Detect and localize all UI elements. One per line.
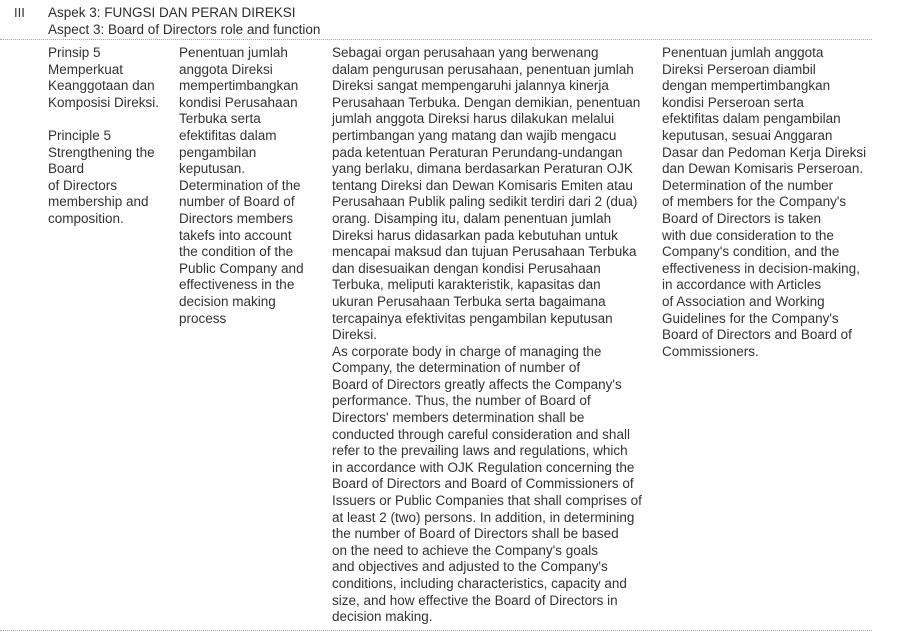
explanation-line: dalam pengurusan perusahaan, penentuan jumlah — [332, 61, 634, 77]
recommendation-line: pengambilan — [179, 144, 257, 160]
explanation-line: Board of Directors greatly affects the Company's — [332, 376, 622, 392]
implementation-line: kondisi Perseroan serta — [662, 94, 804, 110]
implementation-line: Commissioners. — [662, 343, 759, 359]
implementation-line: Board of Directors is taken — [662, 210, 822, 226]
explanation-line: Issuers or Public Companies that shall comprises of — [332, 493, 642, 509]
section-number: III — [14, 5, 25, 20]
recommendation-line: anggota Direksi — [179, 61, 273, 77]
implementation-line: effectiveness in decision-making, — [662, 260, 860, 276]
implementation-line: Direksi Perseroan diambil — [662, 61, 816, 77]
explanation-line: jumlah anggota Direksi harus dilakukan melalui — [332, 111, 615, 127]
implementation-line: dan Dewan Komisaris Perseroan. — [662, 161, 864, 177]
explanation-line: size, and how effective the Board of Directors in — [332, 592, 618, 608]
principle-line: membership and — [48, 194, 149, 210]
explanation-line: mencapai maksud dan tujuan Perusahaan Terbuka — [332, 244, 637, 260]
implementation-line: keputusan, sesuai Anggaran — [662, 127, 833, 143]
principle-line: Komposisi Direksi. — [48, 94, 160, 110]
explanation-line: decision making. — [332, 609, 433, 625]
paragraph-gap — [48, 111, 159, 128]
recommendation-line: Public Company and — [179, 260, 304, 276]
implementation-line: Guidelines for the Company's — [662, 310, 839, 326]
principle-line: Keanggotaan dan — [48, 78, 155, 94]
explanation-line: and objectives and adjusted to the Company's — [332, 559, 608, 575]
explanation-line: Direksi harus didasarkan pada kebutuhan untuk — [332, 227, 618, 243]
recommendation-line: efektifitas dalam — [179, 127, 277, 143]
recommendation-line: Directors members — [179, 210, 294, 226]
explanation-line: at least 2 (two) persons. In addition, in determining — [332, 509, 635, 525]
explanation-line: orang. Disamping itu, dalam penentuan jumlah — [332, 210, 612, 226]
implementation-line: of members for the Company's — [662, 194, 847, 210]
recommendation-column — [179, 45, 304, 327]
explanation-line: dan disesuaikan dengan kondisi Perusahaan — [332, 260, 601, 276]
explanation-line: Board of Directors and Board of Commissioners of — [332, 476, 634, 492]
explanation-column — [332, 45, 642, 626]
explanation-line: pada ketentuan Peraturan Perundang-undangan — [332, 144, 623, 160]
recommendation-line: Penentuan jumlah — [179, 45, 288, 60]
explanation-line: yang berlaku, dimana berdasarkan Peraturan OJK — [332, 161, 633, 177]
recommendation-line: mempertimbangkan — [179, 78, 299, 94]
section-heading — [48, 4, 320, 38]
implementation-line: Penentuan jumlah anggota — [662, 45, 824, 60]
implementation-column — [662, 45, 866, 360]
explanation-line: conditions, including characteristics, capacity and — [332, 576, 627, 591]
principle-line: composition. — [48, 210, 124, 226]
principle-line: Strengthening the — [48, 144, 155, 160]
principle-english — [48, 128, 159, 228]
recommendation-line: number of Board of — [179, 194, 295, 210]
recommendation-line: keputusan. — [179, 161, 246, 177]
recommendation-line: decision making — [179, 293, 276, 309]
explanation-line: performance. Thus, the number of Board of — [332, 393, 591, 409]
principle-indonesian — [48, 45, 159, 111]
implementation-line: Company's condition, and the — [662, 244, 840, 260]
explanation-line: refer to the prevailing laws and regulations, which — [332, 443, 628, 459]
implementation-line: dengan mempertimbangkan — [662, 78, 831, 94]
recommendation-line: takefs into account — [179, 227, 292, 243]
recommendation-line: the condition of the — [179, 244, 294, 260]
explanation-line: Company, the determination of number of — [332, 360, 581, 376]
explanation-line: conducted through careful consideration and shall — [332, 426, 630, 442]
principle-line: Memperkuat — [48, 61, 124, 77]
explanation-line: Sebagai organ perusahaan yang berwenang — [332, 45, 599, 60]
explanation-line: Terbuka, meliputi karakteristik, kapasitas dan — [332, 277, 601, 293]
explanation-line: Perusahaan Terbuka. Dengan demikian, penentuan — [332, 94, 641, 110]
implementation-line: Determination of the number — [662, 177, 834, 193]
recommendation-line: kondisi Perusahaan — [179, 94, 298, 110]
section-title-english: Aspect 3: Board of Directors role and function — [48, 22, 321, 37]
implementation-line: with due consideration to the — [662, 227, 834, 243]
implementation-line: Dasar dan Pedoman Kerja Direksi — [662, 144, 867, 160]
explanation-line: Perusahaan Publik paling sedikit terdiri dari 2 (dua) — [332, 194, 638, 210]
explanation-line: As corporate body in charge of managing the — [332, 343, 602, 359]
implementation-line: of Association and Working — [662, 293, 825, 309]
explanation-line: the number of Board of Directors shall be based — [332, 526, 619, 542]
principle-line: Board — [48, 161, 85, 177]
implementation-line: efektifitas dalam pengambilan — [662, 111, 841, 127]
recommendation-line: effectiveness in the — [179, 277, 295, 293]
explanation-line: ukuran Perusahaan Terbuka serta bagaimana — [332, 293, 606, 309]
bottom-dotted-divider — [0, 630, 872, 631]
implementation-line: Board of Directors and Board of — [662, 327, 852, 343]
top-dotted-divider — [0, 39, 872, 40]
explanation-line: in accordance with OJK Regulation concerning the — [332, 459, 635, 475]
explanation-line: on the need to achieve the Company's goals — [332, 542, 599, 558]
recommendation-line: process — [179, 310, 227, 326]
explanation-line: Directors' members determination shall be — [332, 410, 585, 426]
explanation-line: tercapainya efektivitas pengambilan keputusan — [332, 310, 613, 326]
principle-line: Prinsip 5 — [48, 45, 101, 60]
explanation-line: tentang Direksi dan Dewan Komisaris Emiten atau — [332, 177, 633, 193]
recommendation-line: Terbuka serta — [179, 111, 261, 127]
principle-line: Principle 5 — [48, 127, 112, 143]
principle-line: of Directors — [48, 177, 118, 193]
explanation-line: Direksi sangat mempengaruhi jalannya kinerja — [332, 78, 609, 94]
section-title-indonesian: Aspek 3: FUNGSI DAN PERAN DIREKSI — [48, 5, 296, 20]
principle-column — [48, 45, 159, 228]
recommendation-line: Determination of the — [179, 177, 301, 193]
explanation-line: pertimbangan yang matang dan wajib mengacu — [332, 127, 617, 143]
implementation-line: in accordance with Articles — [662, 277, 822, 293]
explanation-line: Direksi. — [332, 327, 378, 343]
